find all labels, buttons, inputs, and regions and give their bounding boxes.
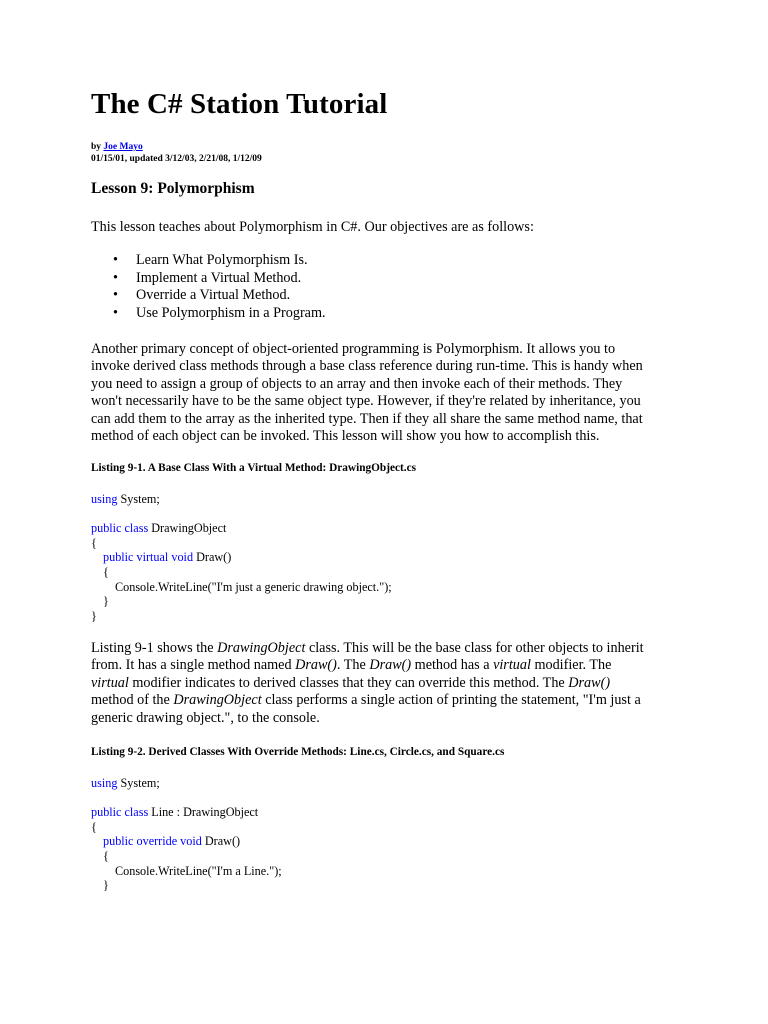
code-keyword: public virtual void [103,550,194,565]
paragraph-line: Listing 9-1 shows the DrawingObject class. This will be the base class for other objects to inherit [91,640,644,656]
code-blank-line [91,507,392,522]
code-keyword: using [91,492,118,506]
list-item: • Use Polymorphism in a Program. [113,304,326,321]
paragraph-line: you need to assign a group of objects to an array and then invoke each of their methods. They [91,375,623,392]
paragraph-line: generic drawing object.", to the console. [91,709,320,726]
listing-1-code [91,492,392,623]
code-line: { [103,564,109,579]
code-line: Console.WriteLine("I'm a Line."); [115,863,282,878]
paragraph-line: invoke derived class methods through a base class reference during run-time. This is handy when [91,358,643,375]
listing-1-caption: Listing 9-1. A Base Class With a Virtual Method: DrawingObject.cs [91,462,417,474]
code-line: Console.WriteLine("I'm just a generic drawing object."); [115,579,392,594]
listing-2-code [91,776,282,893]
code-line: { [91,535,97,550]
code-line: { [103,848,109,863]
bullet-icon: • [113,304,118,321]
bullet-icon: • [113,252,118,268]
code-keyword: public class [91,805,149,820]
lesson-heading: Lesson 9: Polymorphism [91,180,255,197]
paragraph-line: virtual modifier indicates to derived classes that they can override this method. The Draw() [91,674,611,691]
paragraph-line: can add them to the array as the inherited type. Then if they all share the same method name, that [91,410,643,427]
code-line: } [103,594,109,609]
list-item: • Learn What Polymorphism Is. [113,252,308,268]
code-keyword: public class [91,521,149,536]
paragraph-line: method of each object can be invoked. This lesson will show you how to accomplish this. [91,428,600,445]
code-blank-line [91,791,282,806]
bullet-icon: • [113,287,118,304]
bullet-icon: • [113,269,118,286]
code-line: } [91,608,97,623]
code-keyword: public override void [103,834,202,849]
objectives-list [91,252,326,322]
paragraph-line: from. It has a single method named Draw(). The Draw() method has a virtual modifier. The [91,657,612,674]
list-item: • Override a Virtual Method. [113,287,291,304]
code-line: { [91,819,97,834]
code-line: public override void Draw() [103,834,241,849]
byline [91,141,262,165]
paragraph-line: Another primary concept of object-oriented programming is Polymorphism. It allows you to [91,341,616,357]
code-line: } [103,878,109,893]
author-link[interactable]: Joe Mayo [103,142,143,152]
paragraph-line: won't necessarily have to be the same object type. However, if they're related by inheritance, you [91,393,641,410]
list-item: • Implement a Virtual Method. [113,269,302,286]
code-line: using System; [91,492,160,506]
code-line: using System; [91,776,160,790]
intro-paragraph: This lesson teaches about Polymorphism in C#. Our objectives are as follows: [91,219,534,235]
byline-author-line [91,141,262,153]
byline-dates: 01/15/01, updated 3/12/03, 2/21/08, 1/12/09 [91,154,262,164]
code-keyword: using [91,776,118,790]
polymorphism-paragraph [91,341,683,445]
listing-2-caption: Listing 9-2. Derived Classes With Override Methods: Line.cs, Circle.cs, and Square.cs [91,746,505,758]
paragraph-line: method of the DrawingObject class performs a single action of printing the statement, "I'm just a [91,692,641,709]
code-line: public class Line : DrawingObject [91,805,259,820]
code-line: public virtual void Draw() [103,550,232,565]
byline-prefix: by [91,142,102,152]
code-line: public class DrawingObject [91,521,227,536]
drawingobject-paragraph [91,640,683,727]
page-title: The C# Station Tutorial [91,88,388,120]
